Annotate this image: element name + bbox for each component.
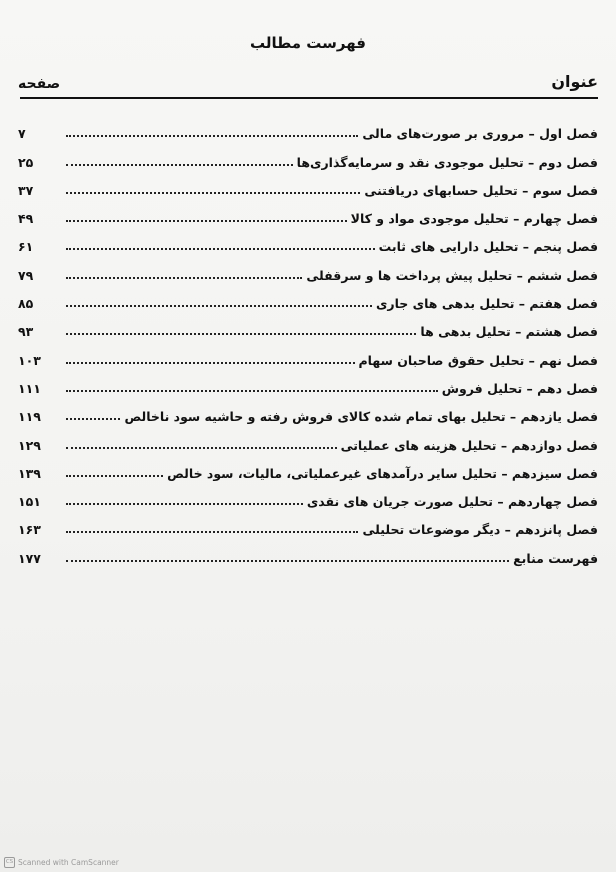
- toc-entry-page: ۱۵۱: [18, 494, 41, 510]
- watermark-text: Scanned with CamScanner: [18, 858, 119, 867]
- toc-entry-label: فصل هفتم – تحلیل بدهی های جاری: [375, 296, 598, 312]
- toc-entry-page: ۹۳: [18, 324, 34, 340]
- toc-entry: [18, 481, 598, 509]
- toc-entry-page: ۱۱۱: [18, 380, 41, 396]
- toc-entry-page: ۷۹: [18, 267, 34, 283]
- toc-entry: [18, 424, 598, 452]
- toc-entry-label: فصل چهاردهم – تحلیل صورت جریان های نقدی: [306, 494, 598, 510]
- toc-entry: [18, 311, 598, 339]
- toc-entry: [18, 368, 598, 396]
- toc-entry-label: فهرست منابع: [513, 550, 598, 566]
- toc-entry-label: فصل سیزدهم – تحلیل سایر درآمدهای غیرعملیاتی، مالیات، سود خالص: [167, 465, 598, 481]
- toc-entry-label: فصل سوم – تحلیل حسابهای دریافتنی: [364, 182, 598, 198]
- toc-leader-dots: [66, 560, 509, 562]
- column-page-label: صفحه: [18, 76, 61, 92]
- toc-entry-label: فصل دهم – تحلیل فروش: [441, 380, 598, 396]
- toc-leader-dots: [66, 418, 120, 420]
- camscanner-icon: CS: [4, 857, 15, 868]
- toc-entry-page: ۴۹: [18, 211, 34, 227]
- toc-entry-page: ۷: [18, 126, 26, 142]
- toc-entry-page: ۱۶۳: [18, 522, 41, 538]
- toc-entry-label: فصل چهارم – تحلیل موجودی مواد و کالا: [350, 211, 598, 227]
- toc-entry-label: فصل یازدهم – تحلیل بهای تمام شده کالای فروش رفته و حاشیه سود ناخالص: [124, 409, 598, 425]
- toc-leader-dots: [66, 135, 358, 137]
- toc-entry-page: ۱۳۹: [18, 465, 41, 481]
- toc-entry-label: فصل هشتم – تحلیل بدهی ها: [420, 324, 598, 340]
- toc-entry-page: ۱۲۹: [18, 437, 41, 453]
- toc-entry: [18, 226, 598, 254]
- table-of-contents: [18, 113, 598, 566]
- header-divider: [20, 97, 598, 99]
- toc-leader-dots: [66, 362, 355, 364]
- toc-entry: [18, 170, 598, 198]
- toc-entry-page: ۱۷۷: [18, 550, 41, 566]
- toc-leader-dots: [66, 277, 302, 279]
- toc-entry-page: ۲۵: [18, 154, 34, 170]
- toc-entry-page: ۱۱۹: [18, 409, 41, 425]
- toc-entry-label: فصل اول – مروری بر صورت‌های مالی: [362, 126, 598, 142]
- toc-entry: [18, 283, 598, 311]
- toc-entry-label: فصل پنجم – تحلیل دارایی های ثابت: [378, 239, 598, 255]
- toc-leader-dots: [66, 220, 347, 222]
- toc-entry: [18, 453, 598, 481]
- toc-leader-dots: [66, 164, 293, 166]
- toc-entry-page: ۱۰۳: [18, 352, 41, 368]
- toc-entry-label: فصل دوازدهم – تحلیل هزینه های عملیاتی: [340, 437, 598, 453]
- toc-entry: [18, 113, 598, 141]
- toc-entry: [18, 509, 598, 537]
- toc-leader-dots: [66, 531, 358, 533]
- toc-entry-label: فصل نهم – تحلیل حقوق صاحبان سهام: [358, 352, 598, 368]
- toc-leader-dots: [66, 192, 360, 194]
- scanner-watermark: [4, 857, 119, 868]
- toc-entry: [18, 198, 598, 226]
- toc-entry: [18, 254, 598, 282]
- toc-leader-dots: [66, 503, 303, 505]
- toc-entry: [18, 141, 598, 169]
- toc-entry: [18, 339, 598, 367]
- toc-leader-dots: [66, 248, 375, 250]
- toc-entry-label: فصل ششم – تحلیل پیش پرداخت ها و سرقفلی: [306, 267, 598, 283]
- page-title: فهرست مطالب: [250, 34, 366, 52]
- toc-entry: [18, 537, 598, 565]
- toc-entry-label: فصل دوم – تحلیل موجودی نقد و سرمایه‌گذاری‌ها: [296, 154, 598, 170]
- toc-entry: [18, 396, 598, 424]
- toc-header: [18, 72, 598, 96]
- toc-leader-dots: [66, 390, 438, 392]
- toc-leader-dots: [66, 447, 337, 449]
- toc-entry-page: ۸۵: [18, 296, 34, 312]
- toc-entry-page: ۳۷: [18, 182, 34, 198]
- toc-leader-dots: [66, 475, 163, 477]
- toc-leader-dots: [66, 333, 416, 335]
- toc-entry-label: فصل پانزدهم – دیگر موضوعات تحلیلی: [362, 522, 598, 538]
- toc-leader-dots: [66, 305, 372, 307]
- column-title-label: عنوان: [551, 72, 598, 91]
- toc-entry-page: ۶۱: [18, 239, 34, 255]
